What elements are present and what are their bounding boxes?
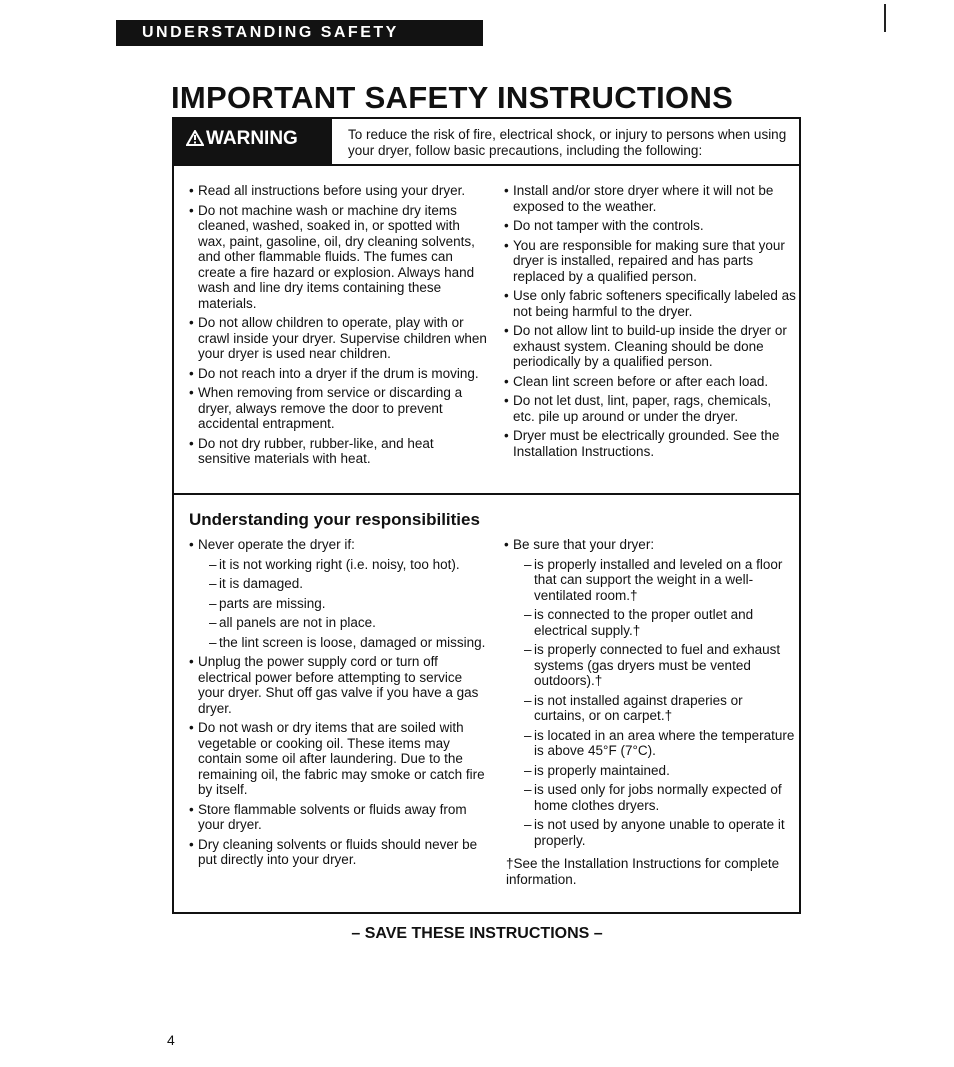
sub-item: – all panels are not in place. — [198, 615, 489, 631]
be-sure-text: Be sure that your dryer: — [513, 537, 655, 552]
warning-label — [174, 119, 332, 165]
list-item: • Store flammable solvents or fluids away from your dryer. — [189, 802, 489, 833]
list-item: • Do not wash or dry items that are soiled with vegetable or cooking oil. These items may contain some oil after laundering. Due to the remaining oil, the fabric may smoke or catch fire by itself. — [189, 720, 489, 798]
list-item: • Dryer must be electrically grounded. See the Installation Instructions. — [504, 428, 796, 459]
sub-item: – is used only for jobs normally expected of home clothes dryers. — [513, 782, 796, 813]
responsibilities-left-list — [189, 537, 489, 872]
section-banner: UNDERSTANDING SAFETY — [116, 20, 483, 46]
list-item: • Clean lint screen before or after each load. — [504, 374, 796, 390]
list-item — [189, 537, 489, 650]
never-operate-text: Never operate the dryer if: — [198, 537, 355, 552]
save-instructions: – SAVE THESE INSTRUCTIONS – — [351, 925, 603, 942]
warning-triangle-icon — [186, 130, 204, 146]
sub-item: – parts are missing. — [198, 596, 489, 612]
list-item: • Do not dry rubber, rubber-like, and heat sensitive materials with heat. — [189, 436, 489, 467]
right-safety-list — [504, 183, 796, 463]
sub-item: – is located in an area where the temperature is above 45°F (7°C). — [513, 728, 796, 759]
responsibilities-right-list — [504, 537, 796, 852]
page-title: IMPORTANT SAFETY INSTRUCTIONS — [171, 80, 734, 115]
page-number: 4 — [167, 1032, 175, 1048]
list-item: • Unplug the power supply cord or turn off electrical power before attempting to service your dryer. Shut off gas valve if you have a gas dryer. — [189, 654, 489, 716]
warning-text: To reduce the risk of fire, electrical shock, or injury to persons when using your dryer, follow basic precautions, including the following: — [348, 127, 787, 158]
sub-item: – the lint screen is loose, damaged or missing. — [198, 635, 489, 651]
sub-list — [513, 557, 796, 849]
sub-item: – is connected to the proper outlet and electrical supply.† — [513, 607, 796, 638]
warning-label-text: WARNING — [206, 128, 298, 149]
sub-list — [198, 557, 489, 651]
footnote: †See the Installation Instructions for complete information. — [506, 856, 780, 887]
list-item: • Do not allow lint to build-up inside the dryer or exhaust system. Cleaning should be done periodically by a qualified person. — [504, 323, 796, 370]
list-item: • Do not let dust, lint, paper, rags, chemicals, etc. pile up around or under the dryer. — [504, 393, 796, 424]
list-item: • Do not allow children to operate, play with or crawl inside your dryer. Supervise children when your dryer is used near children. — [189, 315, 489, 362]
left-safety-list — [189, 183, 489, 471]
list-item: • Do not machine wash or machine dry items cleaned, washed, soaked in, or spotted with wax, paint, gasoline, oil, dry cleaning solvents, and other flammable fluids. The fumes can create a fire hazard or explosion. Always hand wash and line dry items containing these materials. — [189, 203, 489, 312]
list-item: • Install and/or store dryer where it will not be exposed to the weather. — [504, 183, 796, 214]
list-item: • Do not tamper with the controls. — [504, 218, 796, 234]
list-item: • Use only fabric softeners specifically labeled as not being harmful to the dryer. — [504, 288, 796, 319]
list-item: • You are responsible for making sure that your dryer is installed, repaired and has parts replaced by a qualified person. — [504, 238, 796, 285]
list-item: • When removing from service or discarding a dryer, always remove the door to prevent accidental entrapment. — [189, 385, 489, 432]
responsibilities-heading: Understanding your responsibilities — [189, 510, 480, 529]
sub-item: – is properly installed and leveled on a floor that can support the weight in a well-ventilated room.† — [513, 557, 796, 604]
sub-item: – is not used by anyone unable to operate it properly. — [513, 817, 796, 848]
list-item: • Dry cleaning solvents or fluids should never be put directly into your dryer. — [189, 837, 489, 868]
sub-item: – is properly connected to fuel and exhaust systems (gas dryers must be vented outdoors).† — [513, 642, 796, 689]
safety-box — [172, 117, 801, 914]
margin-mark — [884, 4, 886, 32]
sub-item: – is not installed against draperies or curtains, or on carpet.† — [513, 693, 796, 724]
list-item: • Do not reach into a dryer if the drum is moving. — [189, 366, 489, 382]
list-item — [504, 537, 796, 848]
divider — [174, 164, 799, 166]
sub-item: – is properly maintained. — [513, 763, 796, 779]
sub-item: – it is not working right (i.e. noisy, too hot). — [198, 557, 489, 573]
list-item: • Read all instructions before using your dryer. — [189, 183, 489, 199]
divider — [174, 493, 799, 495]
sub-item: – it is damaged. — [198, 576, 489, 592]
